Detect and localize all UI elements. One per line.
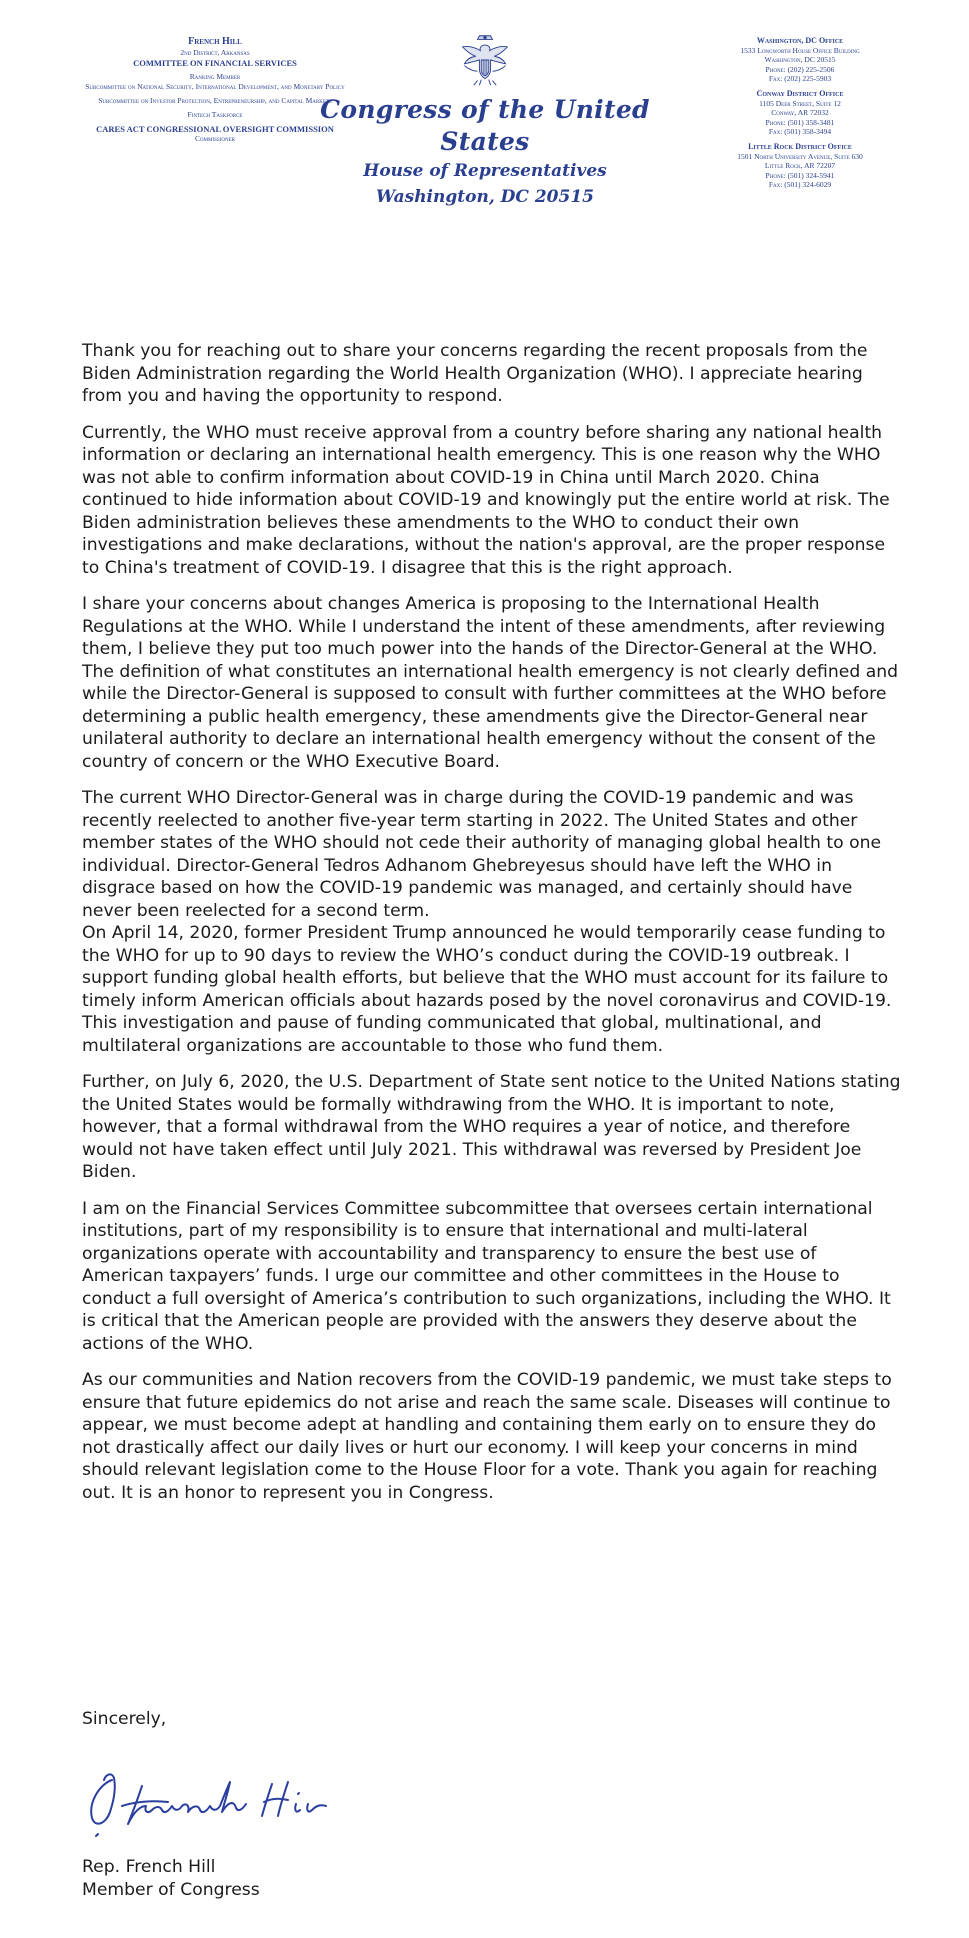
- office-fax: Fax: (501) 324-6029: [768, 180, 832, 190]
- subcommittee-national-security: Subcommittee on National Security, International Development, and Monetary Policy: [85, 82, 345, 91]
- office-fax: Fax: (202) 225-5903: [768, 74, 832, 84]
- closing: Sincerely,: [82, 1709, 167, 1729]
- office-fax: Fax: (501) 358-3494: [768, 127, 832, 137]
- fintech-taskforce: Fintech Taskforce: [187, 110, 243, 119]
- office-phone: Phone: (501) 358-3481: [765, 117, 835, 127]
- subcommittee-investor-protection: Subcommittee on Investor Protection, Entrepreneurship, and Capital Markets: [98, 96, 332, 105]
- office-line: Conway, AR 72032: [771, 108, 829, 118]
- handwritten-signature: [82, 1762, 382, 1842]
- congress-header: [300, 32, 670, 210]
- office-name: Little Rock District Office: [748, 141, 852, 151]
- letter-body: [82, 340, 902, 1518]
- paragraph: As our communities and Nation recovers from the COVID-19 pandemic, we must take steps to ensure that future epidemics do not arise and reach the same scale. Diseases will continue to appear, we must become adept at handling and containing them early on to ensure they do not drastically affect our daily lives or hurt our economy. I will keep your concerns in mind should relevant legislation come to the House Floor for a vote. Thank you again for reaching out. It is an honor to represent you in Congress.: [82, 1370, 892, 1503]
- office-conway: [700, 89, 900, 137]
- oversight-commission: CARES ACT CONGRESSIONAL OVERSIGHT COMMISSION: [96, 124, 334, 134]
- office-line: 1533 Longworth House Office Building: [740, 45, 860, 55]
- house-subtitle: House of Representatives: [363, 161, 607, 181]
- sign-off: [82, 1856, 260, 1901]
- office-line: Washington, DC 20515: [764, 55, 836, 65]
- paragraph: Further, on July 6, 2020, the U.S. Department of State sent notice to the United Nations stating the United States would be formally withdrawing from the WHO. It is important to note, however, that a formal withdrawal from the WHO requires a year of notice, and therefore would not have taken effect until July 2021. This withdrawal was reversed by President Joe Biden.: [82, 1072, 901, 1182]
- committee-role: Ranking Member: [189, 72, 241, 81]
- city-line: Washington, DC 20515: [376, 187, 594, 207]
- member-name: French Hill: [188, 36, 242, 47]
- paragraph: On April 14, 2020, former President Trump announced he would temporarily cease funding to the WHO for up to 90 days to review the WHO’s conduct during the COVID-19 outbreak. I support funding global health efforts, but believe that the WHO must account for its failure to timely inform American officials about hazards posed by the novel coronavirus and COVID-19. This investigation and pause of funding communicated that global, multinational, and multilateral organizations are accountable to those who fund them.: [82, 923, 892, 1056]
- office-line: 1105 Deer Street, Suite 12: [759, 98, 841, 108]
- office-phone: Phone: (202) 225-2506: [765, 64, 835, 74]
- member-district: 2nd District, Arkansas: [180, 48, 250, 57]
- office-name: Conway District Office: [756, 88, 844, 98]
- paragraph: The current WHO Director-General was in charge during the COVID-19 pandemic and was recently reelected to another five-year term starting in 2022. The United States and other member states of the WHO should not cede their authority of managing global health to one individual. Director-General Tedros Adhanom Ghebreyesus should have left the WHO in disgrace based on how the COVID-19 pandemic was managed, and certainly should have never been reelected for a second term.: [82, 788, 882, 921]
- signer-title: Member of Congress: [82, 1879, 260, 1900]
- paragraph: I am on the Financial Services Committee subcommittee that oversees certain international institutions, part of my responsibility is to ensure that international and multi-lateral organizations operate with accountability and transparency to ensure the best use of American taxpayers’ funds. I urge our committee and other committees in the House to conduct a full oversight of America’s contribution to such organizations, including the WHO. It is critical that the American people are provided with the answers they deserve about the actions of the WHO.: [82, 1198, 891, 1354]
- house-seal-icon: [457, 32, 513, 88]
- office-line: 1501 North University Avenue, Suite 630: [737, 151, 863, 161]
- office-phone: Phone: (501) 324-5941: [765, 170, 835, 180]
- office-line: Little Rock, AR 72207: [764, 161, 836, 171]
- signer-name: Rep. French Hill: [82, 1857, 216, 1877]
- congress-title: Congress of the United States: [320, 95, 650, 156]
- committee-name: COMMITTEE ON FINANCIAL SERVICES: [133, 58, 297, 68]
- commission-role: Commissioner: [194, 134, 235, 143]
- office-little-rock: [700, 142, 900, 190]
- letterhead: [0, 0, 969, 220]
- paragraph: I share your concerns about changes America is proposing to the International Health Regulations at the WHO. While I understand the intent of these amendments, after reviewing them, I believe they put too much power into the hands of the Director-General at the WHO. The definition of what constitutes an international health emergency is not clearly defined and while the Director-General is supposed to consult with further committees at the WHO before determining a public health emergency, these amendments give the Director-General near unilateral authority to declare an international health emergency without the consent of the country of concern or the WHO Executive Board.: [82, 594, 899, 772]
- office-addresses: [700, 36, 900, 190]
- paragraph: Thank you for reaching out to share your concerns regarding the recent proposals from the Biden Administration regarding the World Health Organization (WHO). I appreciate hearing from you and having the opportunity to respond.: [82, 341, 868, 406]
- office-washington: [700, 36, 900, 84]
- office-name: Washington, DC Office: [756, 36, 844, 45]
- paragraph: Currently, the WHO must receive approval from a country before sharing any national health information or declaring an international health emergency. This is one reason why the WHO was not able to confirm information about COVID-19 in China until March 2020. China continued to hide information about COVID-19 and knowingly put the entire world at risk. The Biden administration believes these amendments to the WHO to conduct their own investigations and make declarations, without the nation's approval, are the proper response to China's treatment of COVID-19. I disagree that this is the right approach.: [82, 422, 890, 578]
